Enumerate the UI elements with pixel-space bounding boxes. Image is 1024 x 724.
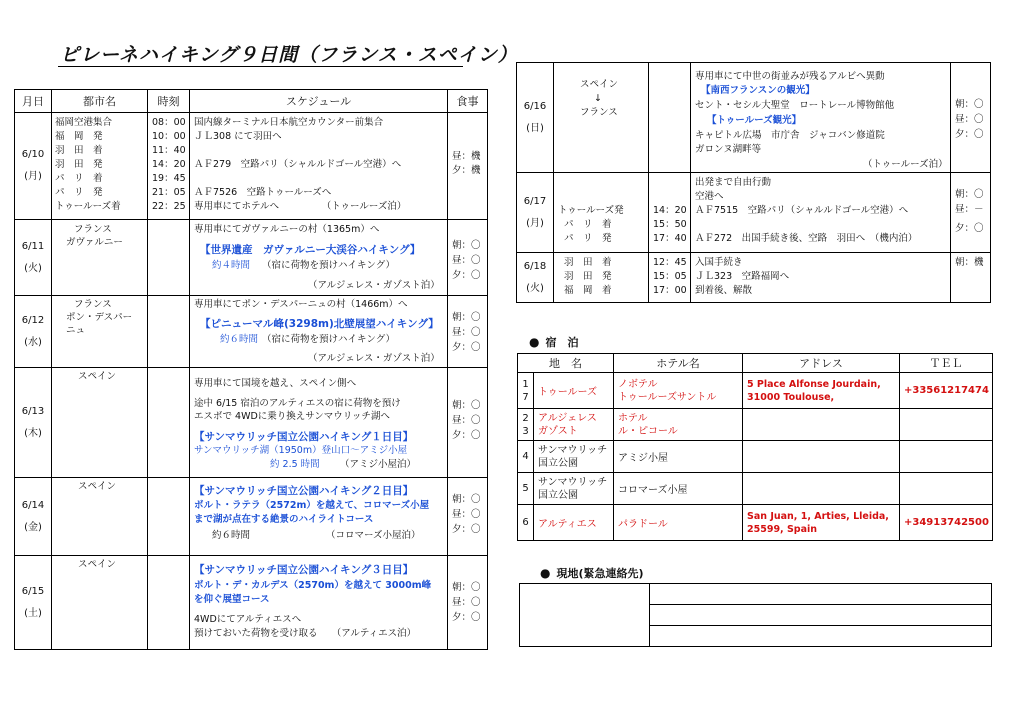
meal-cell: 朝：〇 昼：〇 夕：〇 <box>448 296 488 368</box>
header-meal: 食事 <box>448 90 488 113</box>
day-row-6-16 <box>517 63 991 173</box>
lodging-place: トゥールーズ <box>534 373 614 409</box>
lodging-hotel: ノボテル トゥールーズサントル <box>614 373 743 409</box>
time-cell <box>148 556 190 650</box>
date-cell: 6/11 (火) <box>15 220 52 296</box>
schedule-cell: 国内線ターミナル日本航空カウンター前集合 ＪＬ308 にて羽田へ ＡＦ279 空路パリ（シャルルドゴール空港）へ ＡＦ7526 空路トゥールーズへ 専用車にてホテルへ （トゥールーズ泊） <box>190 113 448 220</box>
city-cell: スペイン <box>52 556 148 650</box>
lodging-row <box>518 409 993 441</box>
emergency-row <box>520 584 992 605</box>
day-row-6-12 <box>15 296 488 368</box>
lodging-place: アルティエス <box>534 505 614 541</box>
meal-cell: 朝：〇 昼：－ 夕：〇 <box>951 173 991 253</box>
lodging-header-row <box>518 354 993 373</box>
day-row-6-13 <box>15 368 488 478</box>
emergency-line-cell <box>650 626 992 647</box>
lodging-address <box>743 441 900 473</box>
day-row-6-15 <box>15 556 488 650</box>
date-cell: 6/10 (月) <box>15 113 52 220</box>
header-address: アドレス <box>743 354 900 373</box>
date-cell: 6/18 (火) <box>517 253 554 303</box>
lodging-address: 5 Place Alfonse Jourdain, 31000 Toulouse, <box>743 373 900 409</box>
meal-cell: 朝：機 <box>951 253 991 303</box>
schedule-cell: 専用車にてガヴァルニーの村（1365m）へ 【世界遺産 ガヴァルニー大渓谷ハイキング】 約４時間 （宿に荷物を預けハイキング） （アルジェレス・ガゾスト泊） <box>190 220 448 296</box>
title-underline <box>58 66 463 67</box>
lodging-address <box>743 473 900 505</box>
time-cell <box>148 478 190 556</box>
schedule-cell: 【サンマウリッチ国立公園ハイキング３日目】 ボルト・デ・カルデス（2570m）を越えて 3000m峰 を仰ぐ展望コース 4WDにてアルティエスへ 預けておいた荷物を受け取る （アルティエス泊） <box>190 556 448 650</box>
header-date: 月日 <box>15 90 52 113</box>
header-time: 時刻 <box>148 90 190 113</box>
schedule-cell: 【サンマウリッチ国立公園ハイキング２日目】 ボルト・ラテラ（2572m）を越えて、コロマーズ小屋 まで湖が点在する絶景のハイライトコース 約６時間 （コロマーズ小屋泊） <box>190 478 448 556</box>
lodging-tel <box>900 441 993 473</box>
table-header-row <box>15 90 488 113</box>
schedule-table-right <box>516 62 991 303</box>
date-cell: 6/17 (月) <box>517 173 554 253</box>
time-cell: 08：00 10：00 11：40 14：20 19：45 21：05 22：25 <box>148 113 190 220</box>
header-hotel: ホテル名 <box>614 354 743 373</box>
lodging-hotel: コロマーズ小屋 <box>614 473 743 505</box>
date-cell: 6/14 (金) <box>15 478 52 556</box>
date-cell: 6/16 (日) <box>517 63 554 173</box>
time-cell <box>649 63 691 173</box>
bullet-icon: ● <box>540 566 551 580</box>
meal-cell: 朝：〇 昼：〇 夕：〇 <box>448 220 488 296</box>
date-cell: 6/13 (木) <box>15 368 52 478</box>
lodging-hotel: ホテル ル・ピコール <box>614 409 743 441</box>
lodging-row <box>518 373 993 409</box>
header-tel: ＴＥＬ <box>900 354 993 373</box>
time-cell: 12：45 15：05 17：00 <box>649 253 691 303</box>
lodging-row <box>518 505 993 541</box>
city-cell: スペイン <box>52 368 148 478</box>
day-row-6-17 <box>517 173 991 253</box>
city-cell: 羽 田 着 羽 田 発 福 岡 着 <box>554 253 649 303</box>
city-cell: フランス ポン・デスパー ニュ <box>52 296 148 368</box>
city-cell: フランス ガヴァルニー <box>52 220 148 296</box>
city-cell: スペイン ↓ フランス <box>554 63 649 173</box>
city-cell: 福岡空港集合 福 岡 発 羽 田 着 羽 田 発 パ リ 着 パ リ 発 トゥールーズ着 <box>52 113 148 220</box>
lodging-place: サンマウリッチ 国立公園 <box>534 441 614 473</box>
lodging-tel: +33561217474 <box>900 373 993 409</box>
city-cell: トゥールーズ発 パ リ 着 パ リ 発 <box>554 173 649 253</box>
lodging-row <box>518 473 993 505</box>
lodging-day: 1 7 <box>518 373 534 409</box>
day-row-6-10 <box>15 113 488 220</box>
lodging-day: 6 <box>518 505 534 541</box>
schedule-cell: 入国手続き ＪＬ323 空路福岡へ 到着後、解散 <box>691 253 951 303</box>
lodging-table <box>517 353 993 541</box>
schedule-cell: 専用車にて中世の街並みが残るアルビへ異動 【南西フランスンの観光】 セント・セシル大聖堂 ロートレール博物館他 【トゥールーズ観光】 キャピトル広場 市庁舎 ジャコバン修道院 ガロンヌ湖畔等 （トゥールーズ泊） <box>691 63 951 173</box>
meal-cell: 朝：〇 昼：〇 夕：〇 <box>951 63 991 173</box>
schedule-cell: 出発まで自由行動 空港へ ＡＦ7515 空路パリ（シャルルドゴール空港）へ ＡＦ272 出国手続き後、空路 羽田へ （機内泊） <box>691 173 951 253</box>
lodging-heading: ● 宿 泊 <box>529 335 579 349</box>
lodging-day: 2 3 <box>518 409 534 441</box>
header-city: 都市名 <box>52 90 148 113</box>
lodging-address: San Juan, 1, Arties, Lleida, 25599, Spain <box>743 505 900 541</box>
header-place: 地 名 <box>518 354 614 373</box>
emergency-table <box>519 583 992 647</box>
header-schedule: スケジュール <box>190 90 448 113</box>
lodging-day: 5 <box>518 473 534 505</box>
lodging-address <box>743 409 900 441</box>
meal-cell: 朝：〇 昼：〇 夕：〇 <box>448 556 488 650</box>
lodging-tel <box>900 473 993 505</box>
emergency-name-cell <box>520 584 650 647</box>
city-cell: スペイン <box>52 478 148 556</box>
day-row-6-18 <box>517 253 991 303</box>
meal-cell: 昼：機 夕：機 <box>448 113 488 220</box>
emergency-line-cell <box>650 605 992 626</box>
meal-cell: 朝：〇 昼：〇 夕：〇 <box>448 368 488 478</box>
lodging-hotel: パラドール <box>614 505 743 541</box>
time-cell <box>148 220 190 296</box>
schedule-cell: 専用車にてポン・デスパーニュの村（1466m）へ 【ピニューマル峰(3298m)北壁展望ハイキング】 約６時間 （宿に荷物を預けハイキング） （アルジェレス・ガゾスト泊） <box>190 296 448 368</box>
date-cell: 6/12 (水) <box>15 296 52 368</box>
time-cell <box>148 296 190 368</box>
meal-cell: 朝：〇 昼：〇 夕：〇 <box>448 478 488 556</box>
lodging-row <box>518 441 993 473</box>
day-row-6-11 <box>15 220 488 296</box>
page-title: ピレーネハイキング９日間（フランス・スペイン） <box>60 44 518 66</box>
lodging-tel <box>900 409 993 441</box>
time-cell: 14：20 15：50 17：40 <box>649 173 691 253</box>
time-cell <box>148 368 190 478</box>
bullet-icon: ● <box>529 335 540 349</box>
schedule-cell: 専用車にて国境を越え、スペイン側へ 途中 6/15 宿泊のアルティエスの宿に荷物を預け エスボで 4WDに乗り換えサンマウリッチ湖へ 【サンマウリッチ国立公園ハイキング１日目】 サンマウリッチ湖（1950m）登山口～アミジ小屋 約 2.5 時間 （アミジ小屋泊） <box>190 368 448 478</box>
lodging-day: 4 <box>518 441 534 473</box>
lodging-hotel: アミジ小屋 <box>614 441 743 473</box>
schedule-table-left <box>14 89 488 650</box>
lodging-place: サンマウリッチ 国立公園 <box>534 473 614 505</box>
emergency-heading: ● 現地(緊急連絡先) <box>540 566 644 580</box>
date-cell: 6/15 (土) <box>15 556 52 650</box>
lodging-place: アルジェレス ガゾスト <box>534 409 614 441</box>
emergency-line-cell <box>650 584 992 605</box>
day-row-6-14 <box>15 478 488 556</box>
lodging-tel: +34913742500 <box>900 505 993 541</box>
